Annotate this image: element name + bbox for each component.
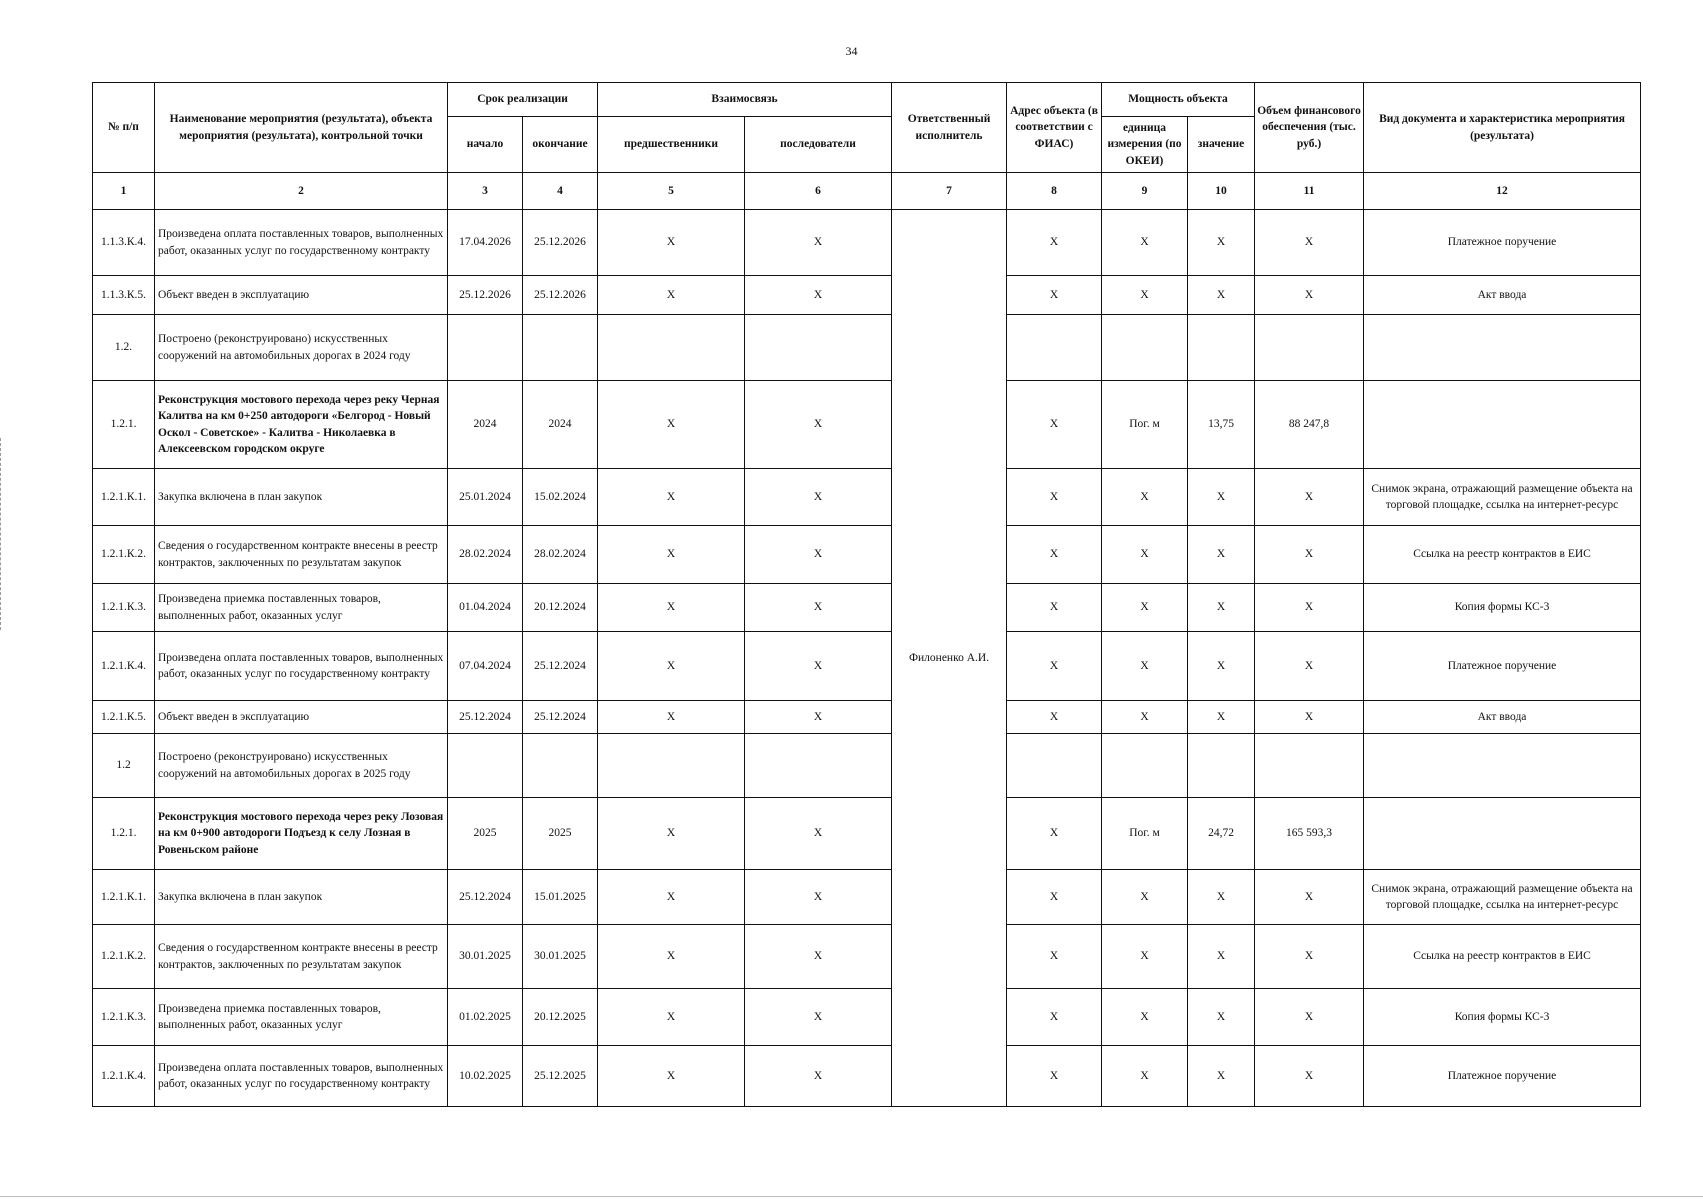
row-unit [1102,734,1188,798]
row-funding: X [1255,526,1364,584]
row-successors: X [745,798,892,870]
row-end-date: 28.02.2024 [523,526,598,584]
row-successors: X [745,870,892,925]
header-name: Наименование мероприятия (результата), объекта мероприятия (результата), контрольной точки [155,83,448,173]
row-doc-type: Снимок экрана, отражающий размещение объекта на торговой площадке, ссылка на интернет-ресурс [1364,870,1641,925]
row-unit: Пог. м [1102,381,1188,469]
row-value: X [1188,701,1255,734]
row-number: 1.2.1.К.3. [93,989,155,1046]
row-value: X [1188,210,1255,276]
row-successors: X [745,276,892,315]
row-unit: X [1102,276,1188,315]
row-start-date: 25.12.2024 [448,701,523,734]
table-row [93,701,1641,734]
row-address: X [1007,381,1102,469]
row-doc-type [1364,381,1641,469]
row-funding: X [1255,989,1364,1046]
row-predecessors: X [598,381,745,469]
col-number: 5 [598,173,745,210]
row-successors: X [745,526,892,584]
row-unit: X [1102,925,1188,989]
table-row [93,315,1641,381]
row-funding: X [1255,925,1364,989]
table-row [93,469,1641,526]
row-start-date: 2024 [448,381,523,469]
row-doc-type: Ссылка на реестр контрактов в ЕИС [1364,526,1641,584]
row-name: Построено (реконструировано) искусственных сооружений на автомобильных дорогах в 2025 году [155,734,448,798]
row-doc-type: Акт ввода [1364,276,1641,315]
table-row [93,632,1641,701]
row-successors: X [745,381,892,469]
row-funding: 165 593,3 [1255,798,1364,870]
scan-bottom-edge [0,1196,1703,1197]
row-number: 1.2 [93,734,155,798]
table-row [93,584,1641,632]
row-start-date: 2025 [448,798,523,870]
header-relation: Взаимосвязь [598,83,892,117]
col-number: 9 [1102,173,1188,210]
row-number: 1.1.3.К.4. [93,210,155,276]
row-doc-type: Копия формы КС-3 [1364,584,1641,632]
row-successors: X [745,1046,892,1107]
header-period: Срок реализации [448,83,598,117]
row-start-date [448,734,523,798]
table-row [93,989,1641,1046]
row-name: Произведена приемка поставленных товаров, выполненных работ, оказанных услуг [155,584,448,632]
row-end-date: 25.12.2025 [523,1046,598,1107]
page-number: 34 [845,44,858,58]
row-start-date: 25.01.2024 [448,469,523,526]
row-doc-type: Платежное поручение [1364,632,1641,701]
row-funding: X [1255,276,1364,315]
row-predecessors [598,734,745,798]
col-number: 3 [448,173,523,210]
row-doc-type: Платежное поручение [1364,1046,1641,1107]
row-number: 1.2.1.К.1. [93,469,155,526]
header-num: № п/п [93,83,155,173]
row-unit: X [1102,701,1188,734]
row-end-date: 15.01.2025 [523,870,598,925]
row-successors: X [745,584,892,632]
row-unit: X [1102,1046,1188,1107]
row-value: X [1188,989,1255,1046]
scan-edge-mark [0,438,4,630]
row-successors: X [745,989,892,1046]
col-number: 7 [892,173,1007,210]
row-number: 1.2.1.К.4. [93,632,155,701]
row-value: X [1188,1046,1255,1107]
row-end-date: 25.12.2026 [523,210,598,276]
row-address: X [1007,870,1102,925]
row-number: 1.2.1.К.2. [93,526,155,584]
plan-table [92,82,1641,1107]
row-doc-type: Платежное поручение [1364,210,1641,276]
row-address: X [1007,526,1102,584]
header-relation-prev: предшественники [598,117,745,173]
row-predecessors: X [598,469,745,526]
row-predecessors: X [598,210,745,276]
row-number: 1.2. [93,315,155,381]
row-predecessors: X [598,526,745,584]
row-value: X [1188,584,1255,632]
table-row [93,798,1641,870]
row-address: X [1007,701,1102,734]
row-start-date: 25.12.2024 [448,870,523,925]
row-value: X [1188,526,1255,584]
row-name: Произведена приемка поставленных товаров, выполненных работ, оказанных услуг [155,989,448,1046]
row-start-date: 25.12.2026 [448,276,523,315]
column-number-row [93,173,1641,210]
row-value: 13,75 [1188,381,1255,469]
row-name: Произведена оплата поставленных товаров, выполненных работ, оказанных услуг по государственному контракту [155,1046,448,1107]
row-start-date: 28.02.2024 [448,526,523,584]
row-name: Объект введен в эксплуатацию [155,276,448,315]
row-value: X [1188,276,1255,315]
row-value: X [1188,469,1255,526]
row-address: X [1007,632,1102,701]
row-value [1188,734,1255,798]
row-name: Сведения о государственном контракте внесены в реестр контрактов, заключенных по результатам закупок [155,526,448,584]
row-funding [1255,315,1364,381]
header-doc-type: Вид документа и характеристика мероприятия (результата) [1364,83,1641,173]
row-successors: X [745,925,892,989]
row-start-date: 10.02.2025 [448,1046,523,1107]
table-row [93,381,1641,469]
header-address: Адрес объекта (в соответствии с ФИАС) [1007,83,1102,173]
row-unit: X [1102,469,1188,526]
row-address: X [1007,276,1102,315]
row-funding: 88 247,8 [1255,381,1364,469]
row-end-date: 25.12.2024 [523,701,598,734]
row-value [1188,315,1255,381]
row-doc-type: Снимок экрана, отражающий размещение объекта на торговой площадке, ссылка на интернет-ресурс [1364,469,1641,526]
row-predecessors: X [598,632,745,701]
row-predecessors [598,315,745,381]
row-predecessors: X [598,276,745,315]
row-address: X [1007,925,1102,989]
responsible-executor: Филоненко А.И. [892,210,1007,1107]
row-address: X [1007,469,1102,526]
row-number: 1.2.1.К.1. [93,870,155,925]
row-end-date: 2024 [523,381,598,469]
header-period-start: начало [448,117,523,173]
row-doc-type [1364,798,1641,870]
header-capacity-value: значение [1188,117,1255,173]
row-funding: X [1255,870,1364,925]
row-name: Произведена оплата поставленных товаров, выполненных работ, оказанных услуг по государственному контракту [155,210,448,276]
row-number: 1.2.1.К.4. [93,1046,155,1107]
row-unit: X [1102,870,1188,925]
row-address [1007,315,1102,381]
row-value: 24,72 [1188,798,1255,870]
row-start-date: 01.04.2024 [448,584,523,632]
col-number: 6 [745,173,892,210]
header-funding: Объем финансового обеспечения (тыс. руб.) [1255,83,1364,173]
row-funding: X [1255,701,1364,734]
col-number: 11 [1255,173,1364,210]
row-unit: X [1102,584,1188,632]
col-number: 1 [93,173,155,210]
row-end-date: 15.02.2024 [523,469,598,526]
row-address: X [1007,989,1102,1046]
row-address: X [1007,210,1102,276]
row-name: Закупка включена в план закупок [155,469,448,526]
row-funding: X [1255,1046,1364,1107]
row-end-date: 2025 [523,798,598,870]
row-number: 1.2.1.К.3. [93,584,155,632]
table-row [93,526,1641,584]
col-number: 10 [1188,173,1255,210]
row-address: X [1007,584,1102,632]
row-predecessors: X [598,584,745,632]
row-end-date: 30.01.2025 [523,925,598,989]
row-end-date: 20.12.2025 [523,989,598,1046]
row-end-date [523,734,598,798]
row-doc-type: Ссылка на реестр контрактов в ЕИС [1364,925,1641,989]
row-name: Сведения о государственном контракте внесены в реестр контрактов, заключенных по результатам закупок [155,925,448,989]
row-value: X [1188,632,1255,701]
row-predecessors: X [598,989,745,1046]
row-successors [745,734,892,798]
row-start-date: 17.04.2026 [448,210,523,276]
row-address: X [1007,798,1102,870]
col-number: 12 [1364,173,1641,210]
row-doc-type [1364,315,1641,381]
row-value: X [1188,870,1255,925]
table-row [93,870,1641,925]
row-unit: X [1102,526,1188,584]
header-row-1 [93,83,1641,117]
row-unit: X [1102,210,1188,276]
col-number: 2 [155,173,448,210]
table-row [93,276,1641,315]
row-address: X [1007,1046,1102,1107]
row-end-date: 25.12.2026 [523,276,598,315]
row-funding: X [1255,210,1364,276]
header-capacity: Мощность объекта [1102,83,1255,117]
row-name: Произведена оплата поставленных товаров, выполненных работ, оказанных услуг по государственному контракту [155,632,448,701]
row-number: 1.2.1. [93,798,155,870]
row-name: Построено (реконструировано) искусственных сооружений на автомобильных дорогах в 2024 году [155,315,448,381]
col-number: 8 [1007,173,1102,210]
row-number: 1.2.1.К.2. [93,925,155,989]
row-unit: Пог. м [1102,798,1188,870]
row-start-date: 30.01.2025 [448,925,523,989]
row-predecessors: X [598,925,745,989]
row-successors: X [745,469,892,526]
row-predecessors: X [598,870,745,925]
table-row [93,925,1641,989]
row-end-date: 20.12.2024 [523,584,598,632]
row-successors [745,315,892,381]
row-start-date: 07.04.2024 [448,632,523,701]
row-number: 1.2.1.К.5. [93,701,155,734]
row-name: Закупка включена в план закупок [155,870,448,925]
row-successors: X [745,210,892,276]
header-period-end: окончание [523,117,598,173]
row-name: Реконструкция мостового перехода через реку Черная Калитва на км 0+250 автодороги «Белгород - Новый Оскол - Советское» - Калитва - Николаевка в Алексеевском городском округе [155,381,448,469]
header-capacity-unit: единица измерения (по ОКЕИ) [1102,117,1188,173]
row-number: 1.2.1. [93,381,155,469]
row-name: Объект введен в эксплуатацию [155,701,448,734]
row-start-date: 01.02.2025 [448,989,523,1046]
table-row [93,734,1641,798]
row-value: X [1188,925,1255,989]
row-name: Реконструкция мостового перехода через реку Лозовая на км 0+900 автодороги Подъезд к селу Лозная в Ровеньском районе [155,798,448,870]
row-unit: X [1102,632,1188,701]
col-number: 4 [523,173,598,210]
row-successors: X [745,701,892,734]
row-successors: X [745,632,892,701]
row-doc-type: Акт ввода [1364,701,1641,734]
table-row [93,210,1641,276]
row-predecessors: X [598,701,745,734]
row-start-date [448,315,523,381]
row-funding: X [1255,469,1364,526]
row-unit: X [1102,989,1188,1046]
row-predecessors: X [598,1046,745,1107]
row-funding: X [1255,632,1364,701]
row-doc-type [1364,734,1641,798]
header-relation-next: последователи [745,117,892,173]
row-predecessors: X [598,798,745,870]
table-row [93,1046,1641,1107]
header-executor: Ответственный исполнитель [892,83,1007,173]
row-funding: X [1255,584,1364,632]
row-unit [1102,315,1188,381]
row-end-date: 25.12.2024 [523,632,598,701]
row-address [1007,734,1102,798]
row-end-date [523,315,598,381]
row-doc-type: Копия формы КС-3 [1364,989,1641,1046]
row-number: 1.1.3.К.5. [93,276,155,315]
row-funding [1255,734,1364,798]
